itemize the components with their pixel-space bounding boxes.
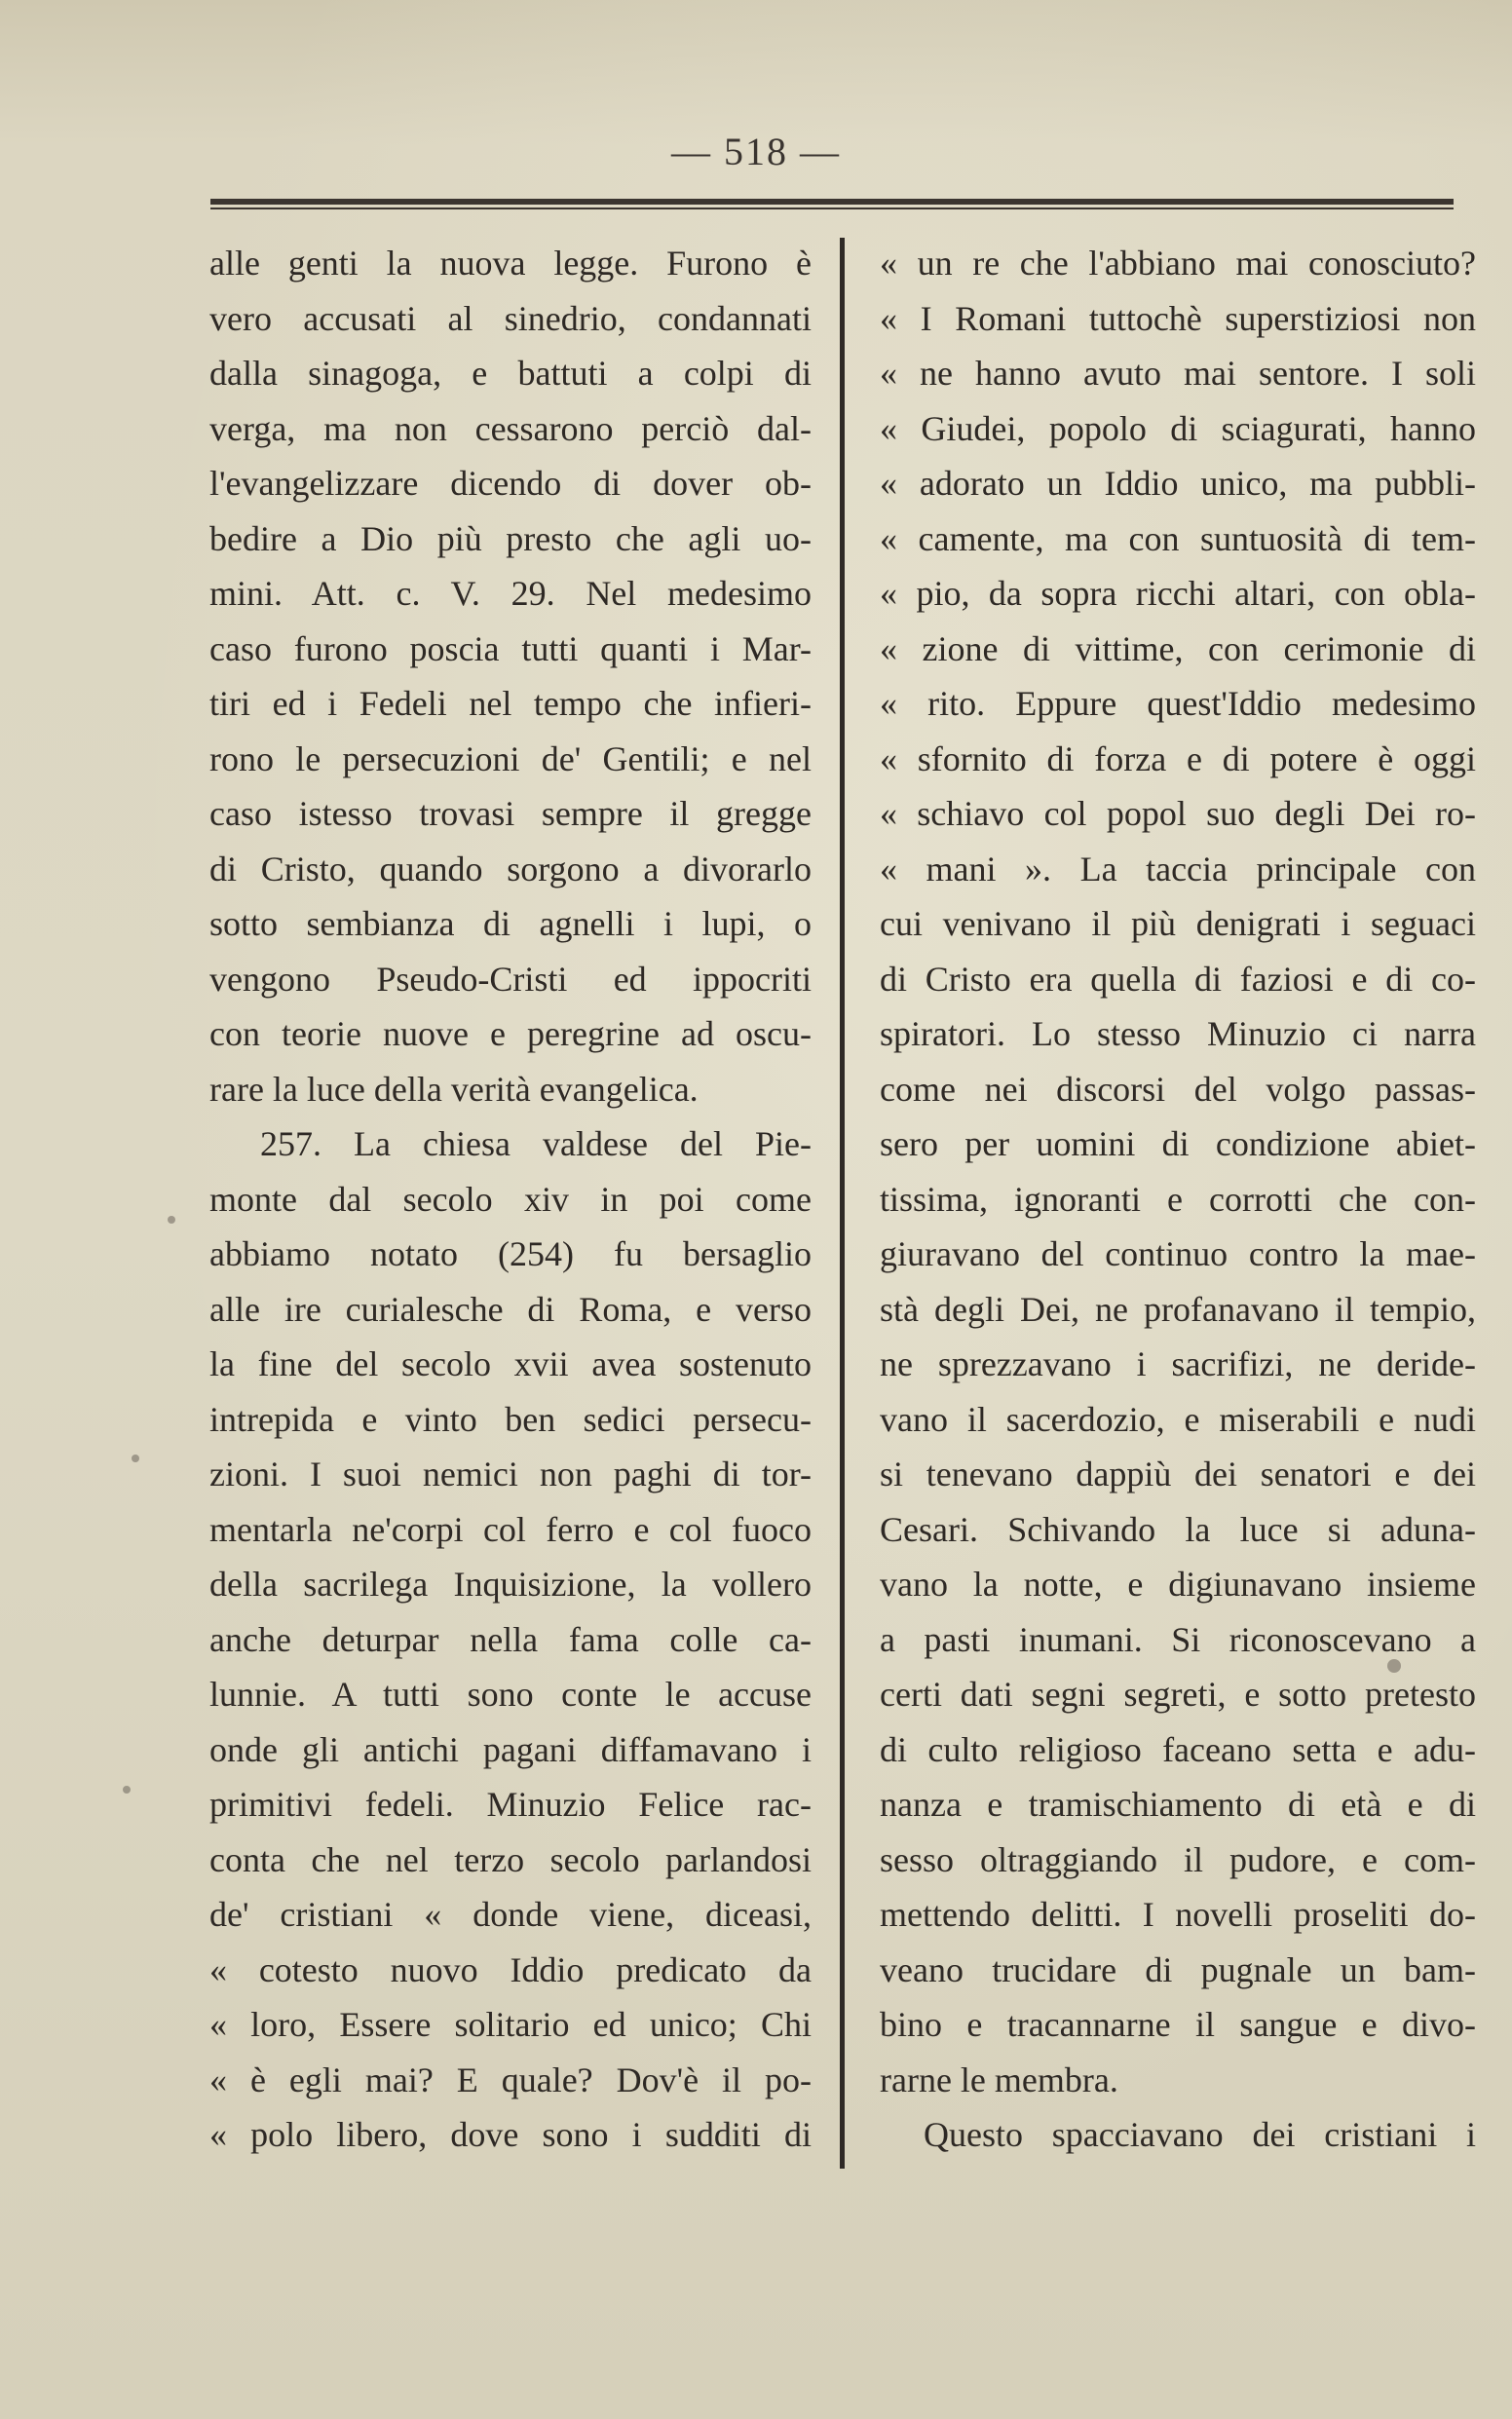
text-line: abbiamo notato (254) fu bersaglio [209,1234,812,1273]
paragraph-start-line: 257. La chiesa valdese del Pie- [260,1124,812,1163]
text-line: sotto sembianza di agnelli i lupi, o [209,904,812,943]
text-line: vano il sacerdozio, e miserabili e nudi [880,1399,1476,1439]
text-line: spiratori. Lo stesso Minuzio ci narra [880,1014,1476,1053]
column-divider [840,238,845,2169]
header-rule-thick [210,199,1454,205]
text-line: anche deturpar nella fama colle ca- [209,1619,812,1659]
text-line: caso furono poscia tutti quanti i Mar- [209,628,812,668]
text-line: ne sprezzavano i sacrifizi, ne deride- [880,1344,1476,1383]
text-line: « pio, da sopra ricchi altari, con obla- [880,574,1476,613]
text-line: cui venivano il più denigrati i seguaci [880,904,1476,943]
text-line: sero per uomini di condizione abiet- [880,1124,1476,1163]
text-line: « camente, ma con suntuosità di tem- [880,518,1476,558]
text-line: vengono Pseudo-Cristi ed ippocriti [209,959,812,999]
text-line: vero accusati al sinedrio, condannati [209,298,812,338]
text-line: tiri ed i Fedeli nel tempo che infieri- [209,684,812,723]
text-line: della sacrilega Inquisizione, la vollero [209,1565,812,1604]
text-line: rono le persecuzioni de' Gentili; e nel [209,738,812,778]
text-line: « mani ». La taccia principale con [880,849,1476,888]
text-line: « adorato un Iddio unico, ma pubbli- [880,464,1476,503]
header-rule [210,199,1454,212]
text-line: de' cristiani « donde viene, diceasi, [209,1895,812,1934]
text-line: mini. Att. c. V. 29. Nel medesimo [209,574,812,613]
text-line: mentarla ne'corpi col ferro e col fuoco [209,1509,812,1549]
text-line: tissima, ignoranti e corrotti che con- [880,1179,1476,1219]
text-line: verga, ma non cessarono perciò dal- [209,408,812,448]
text-line: con teorie nuove e peregrine ad oscu- [209,1014,812,1053]
text-line: vano la notte, e digiunavano insieme [880,1565,1476,1604]
text-line: « Giudei, popolo di sciagurati, hanno [880,408,1476,448]
text-line: onde gli antichi pagani diffamavano i [209,1729,812,1769]
paragraph-start-line: Questo spacciavano dei cristiani i [924,2115,1476,2154]
text-line: « loro, Essere solitario ed unico; Chi [209,2005,812,2044]
text-line: « rito. Eppure quest'Iddio medesimo [880,684,1476,723]
text-line: alle genti la nuova legge. Furono è [209,244,812,283]
text-line: monte dal secolo xiv in poi come [209,1179,812,1219]
text-line: a pasti inumani. Si riconoscevano a [880,1619,1476,1659]
text-line: intrepida e vinto ben sedici persecu- [209,1399,812,1439]
text-line: veano trucidare di pugnale un bam- [880,1949,1476,1989]
text-line: zioni. I suoi nemici non paghi di tor- [209,1455,812,1493]
text-line: di Cristo, quando sorgono a divorarlo [209,849,812,888]
text-line: lunnie. A tutti sono conte le accuse [209,1675,812,1714]
text-line: caso istesso trovasi sempre il gregge [209,794,812,833]
left-text-column [209,236,812,2163]
text-line: primitivi fedeli. Minuzio Felice rac- [209,1785,812,1824]
text-line: stà degli Dei, ne profanavano il tempio, [880,1289,1476,1329]
text-line: di Cristo era quella di faziosi e di co- [880,959,1476,999]
paper-speck [1387,1659,1401,1673]
text-line: bino e tracannarne il sangue e divo- [880,2005,1476,2044]
text-line: « schiavo col popol suo degli Dei ro- [880,794,1476,833]
paper-speck [123,1786,131,1794]
text-line: mettendo delitti. I novelli proseliti do- [880,1895,1476,1934]
text-line: giuravano del continuo contro la mae- [880,1234,1476,1273]
text-line: alle ire curialesche di Roma, e verso [209,1289,812,1329]
text-line: si tenevano dappiù dei senatori e dei [880,1455,1476,1493]
paper-speck [132,1455,139,1462]
paper-speck [168,1216,175,1224]
text-line: « cotesto nuovo Iddio predicato da [209,1949,812,1989]
page-number: — 518 — [671,130,841,173]
header-rule-thin [210,208,1454,209]
text-line: « un re che l'abbiano mai conosciuto? [880,244,1476,283]
text-line: rare la luce della verità evangelica. [209,1069,699,1109]
text-line: la fine del secolo xvii avea sostenuto [209,1344,812,1383]
text-line: rarne le membra. [880,2060,1118,2099]
text-line: bedire a Dio più presto che agli uo- [209,518,812,558]
text-line: « sfornito di forza e di potere è oggi [880,738,1476,778]
text-line: « ne hanno avuto mai sentore. I soli [880,354,1476,393]
text-line: di culto religioso faceano setta e adu- [880,1729,1476,1769]
text-line: l'evangelizzare dicendo di dover ob- [209,464,812,503]
text-line: dalla sinagoga, e battuti a colpi di [209,354,812,393]
right-text-column [880,236,1476,2163]
text-line: certi dati segni segreti, e sotto pretesto [880,1675,1476,1714]
text-line: « I Romani tuttochè superstiziosi non [880,298,1476,338]
text-line: come nei discorsi del volgo passas- [880,1069,1476,1109]
text-line: « polo libero, dove sono i sudditi di [209,2115,812,2154]
text-line: conta che nel terzo secolo parlandosi [209,1839,812,1879]
text-line: Cesari. Schivando la luce si aduna- [880,1509,1476,1549]
text-line: « zione di vittime, con cerimonie di [880,628,1476,668]
text-line: « è egli mai? E quale? Dov'è il po- [209,2060,812,2099]
text-line: nanza e tramischiamento di età e di [880,1785,1476,1824]
text-line: sesso oltraggiando il pudore, e com- [880,1839,1476,1879]
